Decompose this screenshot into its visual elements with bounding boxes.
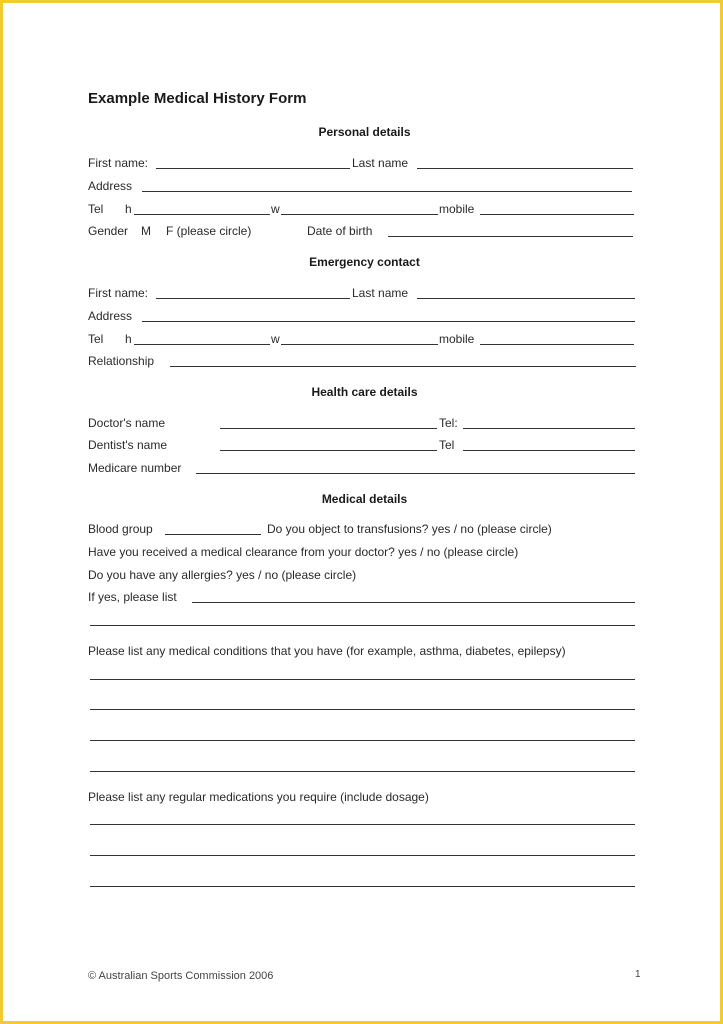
mobile-label: mobile: [439, 202, 475, 216]
allergies-list-field[interactable]: [192, 602, 635, 603]
copyright-footer: © Australian Sports Commission 2006: [88, 970, 274, 982]
gender-f-option[interactable]: F (please circle): [166, 224, 252, 238]
last-name-field[interactable]: [417, 168, 633, 169]
ec-mobile-label: mobile: [439, 332, 475, 346]
conditions-line-3[interactable]: [90, 740, 635, 741]
medications-line-3[interactable]: [90, 886, 635, 887]
first-name-field[interactable]: [156, 168, 350, 169]
tel-home-field[interactable]: [134, 214, 270, 215]
ec-first-name-field[interactable]: [156, 298, 350, 299]
dentist-name-label: Dentist's name: [88, 438, 167, 452]
conditions-line-1[interactable]: [90, 679, 635, 680]
last-name-label: Last name: [352, 156, 409, 170]
address-label: Address: [88, 179, 133, 193]
conditions-line-4[interactable]: [90, 771, 635, 772]
first-name-label: First name:: [88, 156, 149, 170]
blood-group-label: Blood group: [88, 522, 153, 536]
ec-first-name-label: First name:: [88, 286, 149, 300]
tel-label: Tel: [88, 202, 104, 216]
ec-tel-label: Tel: [88, 332, 104, 346]
conditions-question: Please list any medical conditions that you have (for example, asthma, diabetes, epilepsy): [88, 644, 566, 658]
dob-label: Date of birth: [307, 224, 373, 238]
gender-m-option[interactable]: M: [141, 224, 151, 238]
clearance-question: Have you received a medical clearance from your doctor? yes / no (please circle): [88, 545, 519, 559]
medical-details-heading: Medical details: [321, 492, 408, 506]
ec-address-label: Address: [88, 309, 133, 323]
form-title: Example Medical History Form: [88, 90, 307, 107]
gender-label: Gender: [88, 224, 129, 238]
medicare-number-field[interactable]: [196, 473, 635, 474]
medications-line-1[interactable]: [90, 824, 635, 825]
relationship-label: Relationship: [88, 354, 155, 368]
personal-details-heading: Personal details: [318, 125, 411, 139]
tel-work-label: w: [271, 202, 280, 216]
blood-group-field[interactable]: [165, 534, 261, 535]
doctor-name-field[interactable]: [220, 428, 437, 429]
dob-field[interactable]: [388, 236, 633, 237]
medications-line-2[interactable]: [90, 855, 635, 856]
allergies-question: Do you have any allergies? yes / no (please circle): [88, 568, 357, 582]
ec-last-name-field[interactable]: [417, 298, 635, 299]
dentist-tel-field[interactable]: [463, 450, 635, 451]
medications-question: Please list any regular medications you require (include dosage): [88, 790, 429, 804]
doctor-name-label: Doctor's name: [88, 416, 165, 430]
emergency-contact-heading: Emergency contact: [309, 255, 420, 269]
tel-home-label: h: [125, 202, 132, 216]
transfusions-question: Do you object to transfusions? yes / no (please circle): [267, 522, 552, 536]
medicare-number-label: Medicare number: [88, 461, 182, 475]
ec-tel-home-label: h: [125, 332, 132, 346]
mobile-field[interactable]: [480, 214, 634, 215]
ec-last-name-label: Last name: [352, 286, 409, 300]
conditions-line-2[interactable]: [90, 709, 635, 710]
address-field[interactable]: [142, 191, 632, 192]
ec-tel-home-field[interactable]: [134, 344, 270, 345]
ec-tel-work-label: w: [271, 332, 280, 346]
allergies-list-line-2[interactable]: [90, 625, 635, 626]
health-care-heading: Health care details: [311, 385, 418, 399]
doctor-tel-label: Tel:: [439, 416, 458, 430]
doctor-tel-field[interactable]: [463, 428, 635, 429]
ec-address-field[interactable]: [142, 321, 635, 322]
relationship-field[interactable]: [170, 366, 636, 367]
ec-tel-work-field[interactable]: [281, 344, 438, 345]
dentist-tel-label: Tel: [439, 438, 455, 452]
dentist-name-field[interactable]: [220, 450, 437, 451]
page-number: 1: [635, 969, 641, 980]
tel-work-field[interactable]: [281, 214, 438, 215]
allergies-list-label: If yes, please list: [88, 590, 177, 604]
ec-mobile-field[interactable]: [480, 344, 634, 345]
